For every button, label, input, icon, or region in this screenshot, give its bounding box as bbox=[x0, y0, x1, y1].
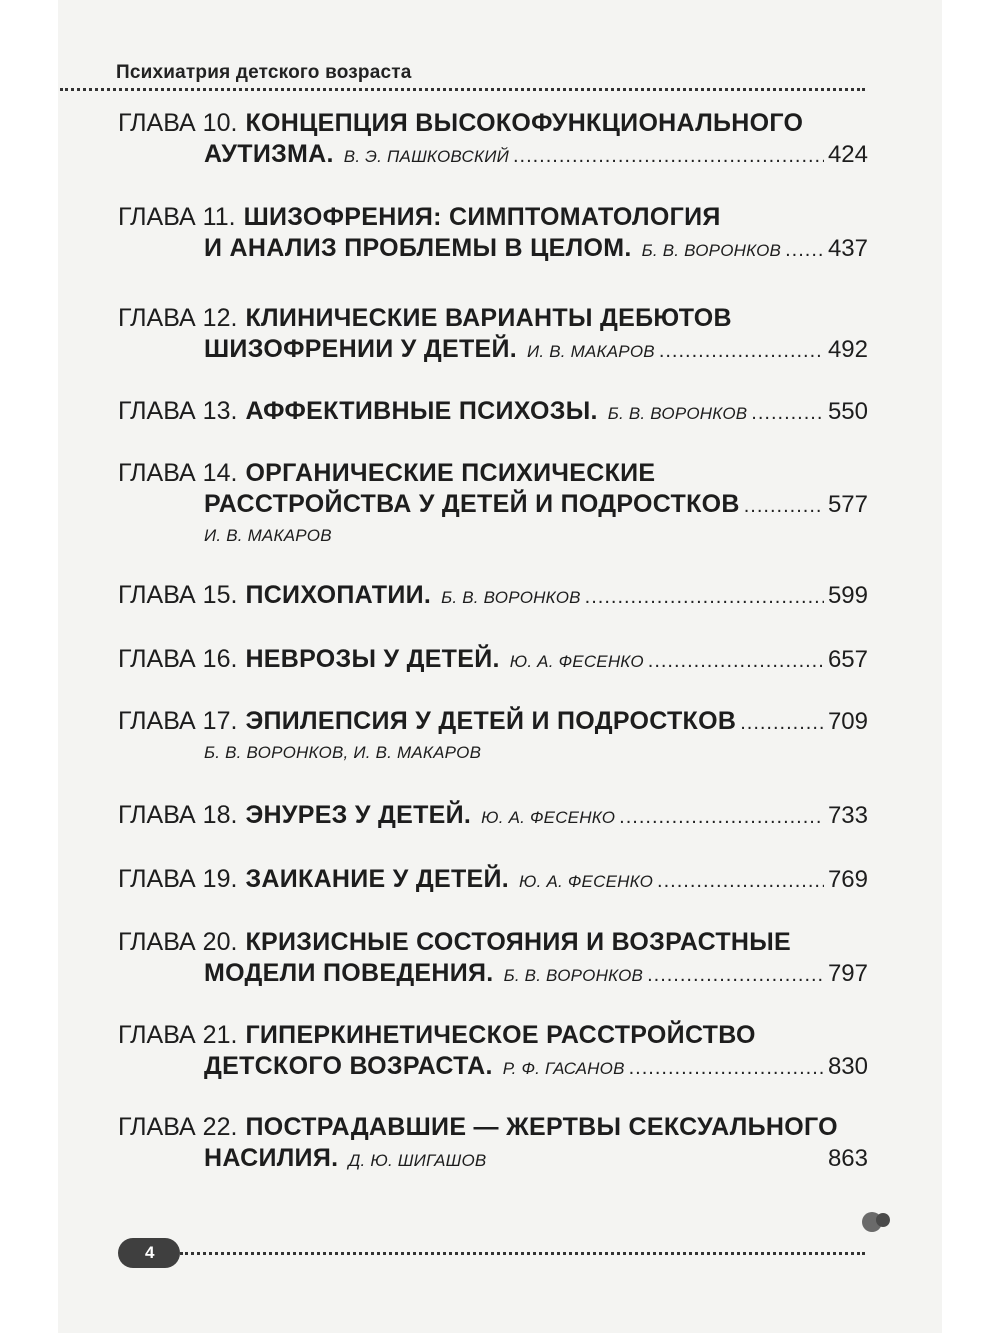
chapter-title: АФФЕКТИВНЫЕ ПСИХОЗЫ. bbox=[245, 397, 598, 425]
toc-entry-chapter-11[interactable] bbox=[118, 202, 868, 266]
leader-dots bbox=[751, 398, 824, 429]
chapter-title: КОНЦЕПЦИЯ ВЫСОКОФУНКЦИОНАЛЬНОГО bbox=[245, 109, 804, 137]
chapter-label: ГЛАВА 14. bbox=[118, 459, 238, 487]
chapter-title-cont: НАСИЛИЯ. bbox=[204, 1144, 339, 1172]
leader-dots bbox=[647, 960, 824, 991]
chapter-title: ЭПИЛЕПСИЯ У ДЕТЕЙ И ПОДРОСТКОВ bbox=[245, 707, 737, 735]
toc-entry-chapter-19[interactable] bbox=[118, 864, 868, 897]
chapter-author: Б. В. ВОРОНКОВ bbox=[503, 966, 644, 985]
chapter-title: ЗАИКАНИЕ У ДЕТЕЙ. bbox=[245, 865, 510, 893]
footer-dotted-rule bbox=[180, 1252, 865, 1255]
chapter-title: ПОСТРАДАВШИЕ — ЖЕРТВЫ СЕКСУАЛЬНОГО bbox=[245, 1113, 838, 1141]
chapter-title-cont: И АНАЛИЗ ПРОБЛЕМЫ В ЦЕЛОМ. bbox=[204, 234, 632, 262]
page-number: 550 bbox=[827, 398, 868, 425]
chapter-author: Б. В. ВОРОНКОВ bbox=[441, 588, 581, 607]
chapter-author: В. Э. ПАШКОВСКИЙ bbox=[343, 147, 509, 166]
chapter-label: ГЛАВА 17. bbox=[118, 707, 238, 735]
page-number: 830 bbox=[827, 1053, 868, 1080]
chapter-author: И. В. МАКАРОВ bbox=[204, 526, 332, 545]
chapter-author: И. В. МАКАРОВ bbox=[527, 342, 655, 361]
page-number: 863 bbox=[827, 1145, 868, 1172]
page-number: 657 bbox=[827, 646, 868, 673]
toc-entry-chapter-22[interactable] bbox=[118, 1112, 868, 1176]
toc-entry-chapter-18[interactable] bbox=[118, 800, 868, 833]
chapter-author: Д. Ю. ШИГАШОВ bbox=[348, 1151, 487, 1170]
chapter-label: ГЛАВА 22. bbox=[118, 1113, 238, 1141]
leader-dots bbox=[659, 336, 824, 367]
toc-entry-chapter-10[interactable] bbox=[118, 108, 868, 172]
page-number: 577 bbox=[827, 491, 868, 518]
page-number: 709 bbox=[827, 708, 868, 735]
chapter-author: Ю. А. ФЕСЕНКО bbox=[481, 808, 616, 827]
page-number: 424 bbox=[827, 141, 868, 168]
chapter-title: ЭНУРЕЗ У ДЕТЕЙ. bbox=[245, 801, 472, 829]
chapter-label: ГЛАВА 16. bbox=[118, 645, 238, 673]
chapter-label: ГЛАВА 21. bbox=[118, 1021, 238, 1049]
chapter-title-cont: МОДЕЛИ ПОВЕДЕНИЯ. bbox=[204, 959, 494, 987]
chapter-title: ГИПЕРКИНЕТИЧЕСКОЕ РАССТРОЙСТВО bbox=[245, 1021, 756, 1049]
leader-dots bbox=[744, 491, 824, 522]
chapter-label: ГЛАВА 11. bbox=[118, 203, 236, 231]
chapter-label: ГЛАВА 15. bbox=[118, 581, 238, 609]
page-number: 733 bbox=[827, 802, 868, 829]
chapter-title-cont: РАССТРОЙСТВА У ДЕТЕЙ И ПОДРОСТКОВ bbox=[204, 490, 740, 518]
toc-entry-chapter-13[interactable] bbox=[118, 396, 868, 429]
chapter-label: ГЛАВА 12. bbox=[118, 304, 238, 332]
toc-entry-chapter-14[interactable] bbox=[118, 458, 868, 550]
chapter-title: ОРГАНИЧЕСКИЕ ПСИХИЧЕСКИЕ bbox=[245, 459, 656, 487]
page-number: 769 bbox=[827, 866, 868, 893]
chapter-label: ГЛАВА 13. bbox=[118, 397, 238, 425]
toc-entry-chapter-20[interactable] bbox=[118, 927, 868, 991]
leader-dots bbox=[629, 1053, 824, 1084]
chapter-title: НЕВРОЗЫ У ДЕТЕЙ. bbox=[245, 645, 500, 673]
chapter-title-cont: АУТИЗМА. bbox=[204, 140, 334, 168]
chapter-title-cont: ШИЗОФРЕНИИ У ДЕТЕЙ. bbox=[204, 335, 518, 363]
chapter-title: КРИЗИСНЫЕ СОСТОЯНИЯ И ВОЗРАСТНЫЕ bbox=[245, 928, 792, 956]
leader-dots bbox=[740, 708, 824, 739]
toc-entry-chapter-21[interactable] bbox=[118, 1020, 868, 1084]
leader-dots bbox=[619, 802, 824, 833]
page-number: 599 bbox=[827, 582, 868, 609]
chapter-title-cont: ДЕТСКОГО ВОЗРАСТА. bbox=[204, 1052, 493, 1080]
toc-entry-chapter-15[interactable] bbox=[118, 580, 868, 613]
chapter-title: ПСИХОПАТИИ. bbox=[245, 581, 432, 609]
page-number: 437 bbox=[827, 235, 868, 262]
chapter-author: Б. В. ВОРОНКОВ bbox=[607, 404, 748, 423]
chapter-author: Ю. А. ФЕСЕНКО bbox=[509, 652, 644, 671]
leader-dots bbox=[657, 866, 824, 897]
corner-ornament-dot bbox=[876, 1213, 890, 1227]
running-title: Психиатрия детского возраста bbox=[116, 62, 412, 83]
chapter-author: Ю. А. ФЕСЕНКО bbox=[519, 872, 654, 891]
chapter-title: КЛИНИЧЕСКИЕ ВАРИАНТЫ ДЕБЮТОВ bbox=[245, 304, 732, 332]
page-number: 492 bbox=[827, 336, 868, 363]
chapter-label: ГЛАВА 18. bbox=[118, 801, 238, 829]
leader-dots bbox=[585, 582, 824, 613]
chapter-label: ГЛАВА 10. bbox=[118, 109, 238, 137]
chapter-label: ГЛАВА 19. bbox=[118, 865, 238, 893]
header-dotted-rule bbox=[60, 88, 865, 91]
chapter-title: ШИЗОФРЕНИЯ: СИМПТОМАТОЛОГИЯ bbox=[243, 203, 721, 231]
chapter-label: ГЛАВА 20. bbox=[118, 928, 238, 956]
leader-dots bbox=[648, 646, 824, 677]
chapter-author: Б. В. ВОРОНКОВ bbox=[641, 241, 782, 260]
toc-entry-chapter-12[interactable] bbox=[118, 303, 868, 367]
chapter-author: Р. Ф. ГАСАНОВ bbox=[502, 1059, 625, 1078]
page-number: 797 bbox=[827, 960, 868, 987]
chapter-author: Б. В. ВОРОНКОВ, И. В. МАКАРОВ bbox=[204, 743, 482, 762]
leader-dots bbox=[513, 141, 824, 172]
leader-dots bbox=[785, 235, 824, 266]
toc-entry-chapter-17[interactable] bbox=[118, 706, 868, 767]
page-number-badge: 4 bbox=[118, 1238, 180, 1268]
toc-entry-chapter-16[interactable] bbox=[118, 644, 868, 677]
